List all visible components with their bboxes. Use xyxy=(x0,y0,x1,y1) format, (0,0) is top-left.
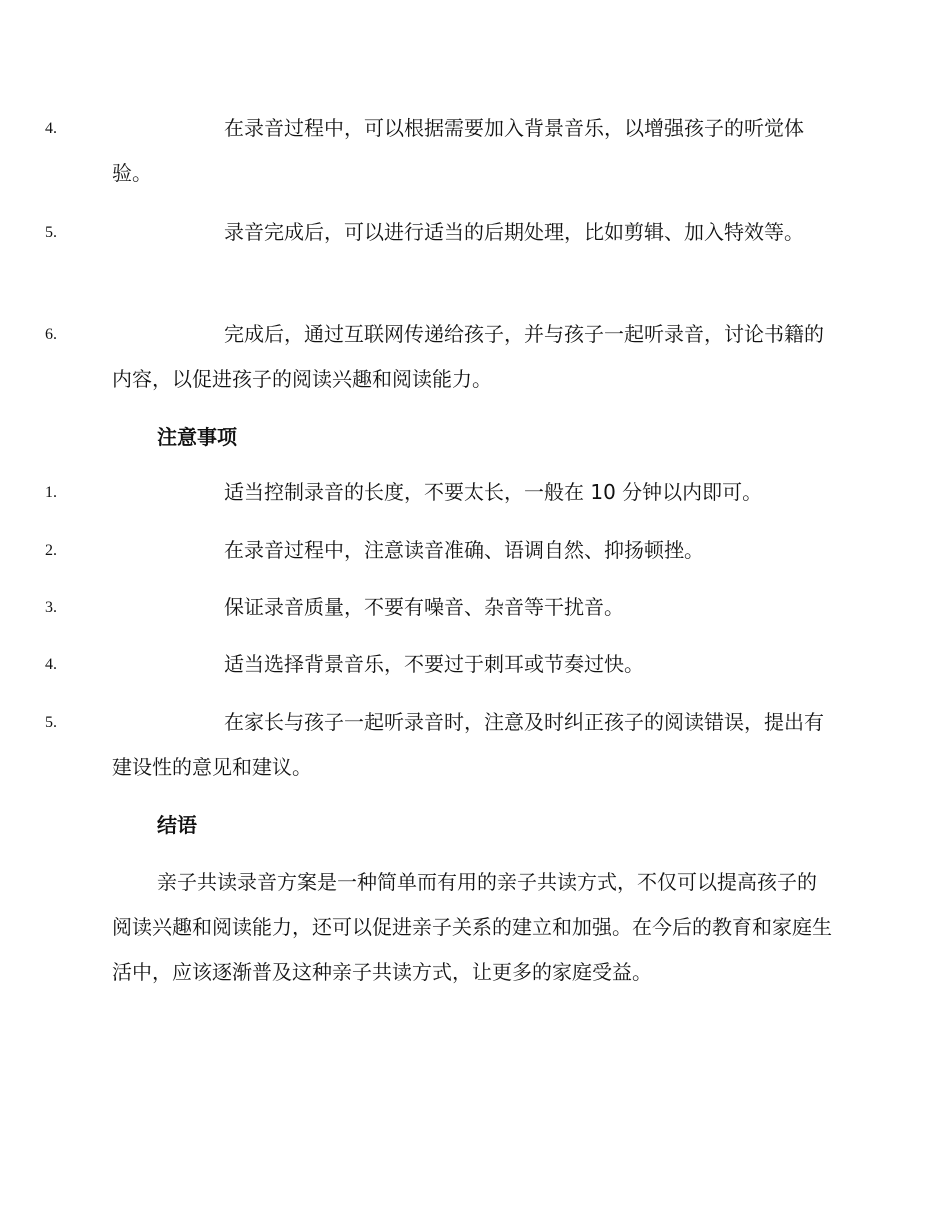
list-number: 6. xyxy=(45,326,57,343)
list-number: 3. xyxy=(45,599,57,616)
list-text: 适当控制录音的长度，不要太长，一般在 10 分钟以内即可。 xyxy=(224,480,763,504)
conclusion-heading: 结语 xyxy=(157,813,197,837)
list-number: 4. xyxy=(45,656,57,673)
list-text: 在录音过程中，注意读音准确、语调自然、抑扬顿挫。 xyxy=(224,538,704,562)
note-item-3 xyxy=(45,585,834,630)
list-text: 适当选择背景音乐，不要过于刺耳或节奏过快。 xyxy=(224,652,644,676)
notes-heading: 注意事项 xyxy=(157,425,237,449)
step-item-4 xyxy=(45,106,834,196)
list-number: 1. xyxy=(45,484,57,501)
conclusion-paragraph: 亲子共读录音方案是一种简单而有用的亲子共读方式，不仅可以提高孩子的阅读兴趣和阅读能力，还可以促进亲子关系的建立和加强。在今后的教育和家庭生活中，应该逐渐普及这种亲子共读方式，让更多的家庭受益。 xyxy=(112,870,832,984)
note-item-1 xyxy=(45,470,834,515)
step-item-5 xyxy=(45,210,834,255)
list-number: 2. xyxy=(45,542,57,559)
list-number: 5. xyxy=(45,224,57,241)
list-text: 在录音过程中，可以根据需要加入背景音乐，以增强孩子的听觉体验。 xyxy=(112,116,804,185)
list-text: 录音完成后，可以进行适当的后期处理，比如剪辑、加入特效等。 xyxy=(224,220,804,244)
list-text: 在家长与孩子一起听录音时，注意及时纠正孩子的阅读错误，提出有建设性的意见和建议。 xyxy=(112,710,824,779)
list-number: 4. xyxy=(45,120,57,137)
note-item-2 xyxy=(45,528,834,573)
list-text: 完成后，通过互联网传递给孩子，并与孩子一起听录音，讨论书籍的内容，以促进孩子的阅读兴趣和阅读能力。 xyxy=(112,322,824,391)
list-number: 5. xyxy=(45,714,57,731)
list-text: 保证录音质量，不要有噪音、杂音等干扰音。 xyxy=(224,595,624,619)
note-item-4 xyxy=(45,642,834,687)
step-item-6 xyxy=(45,312,834,402)
note-item-5 xyxy=(45,700,834,790)
